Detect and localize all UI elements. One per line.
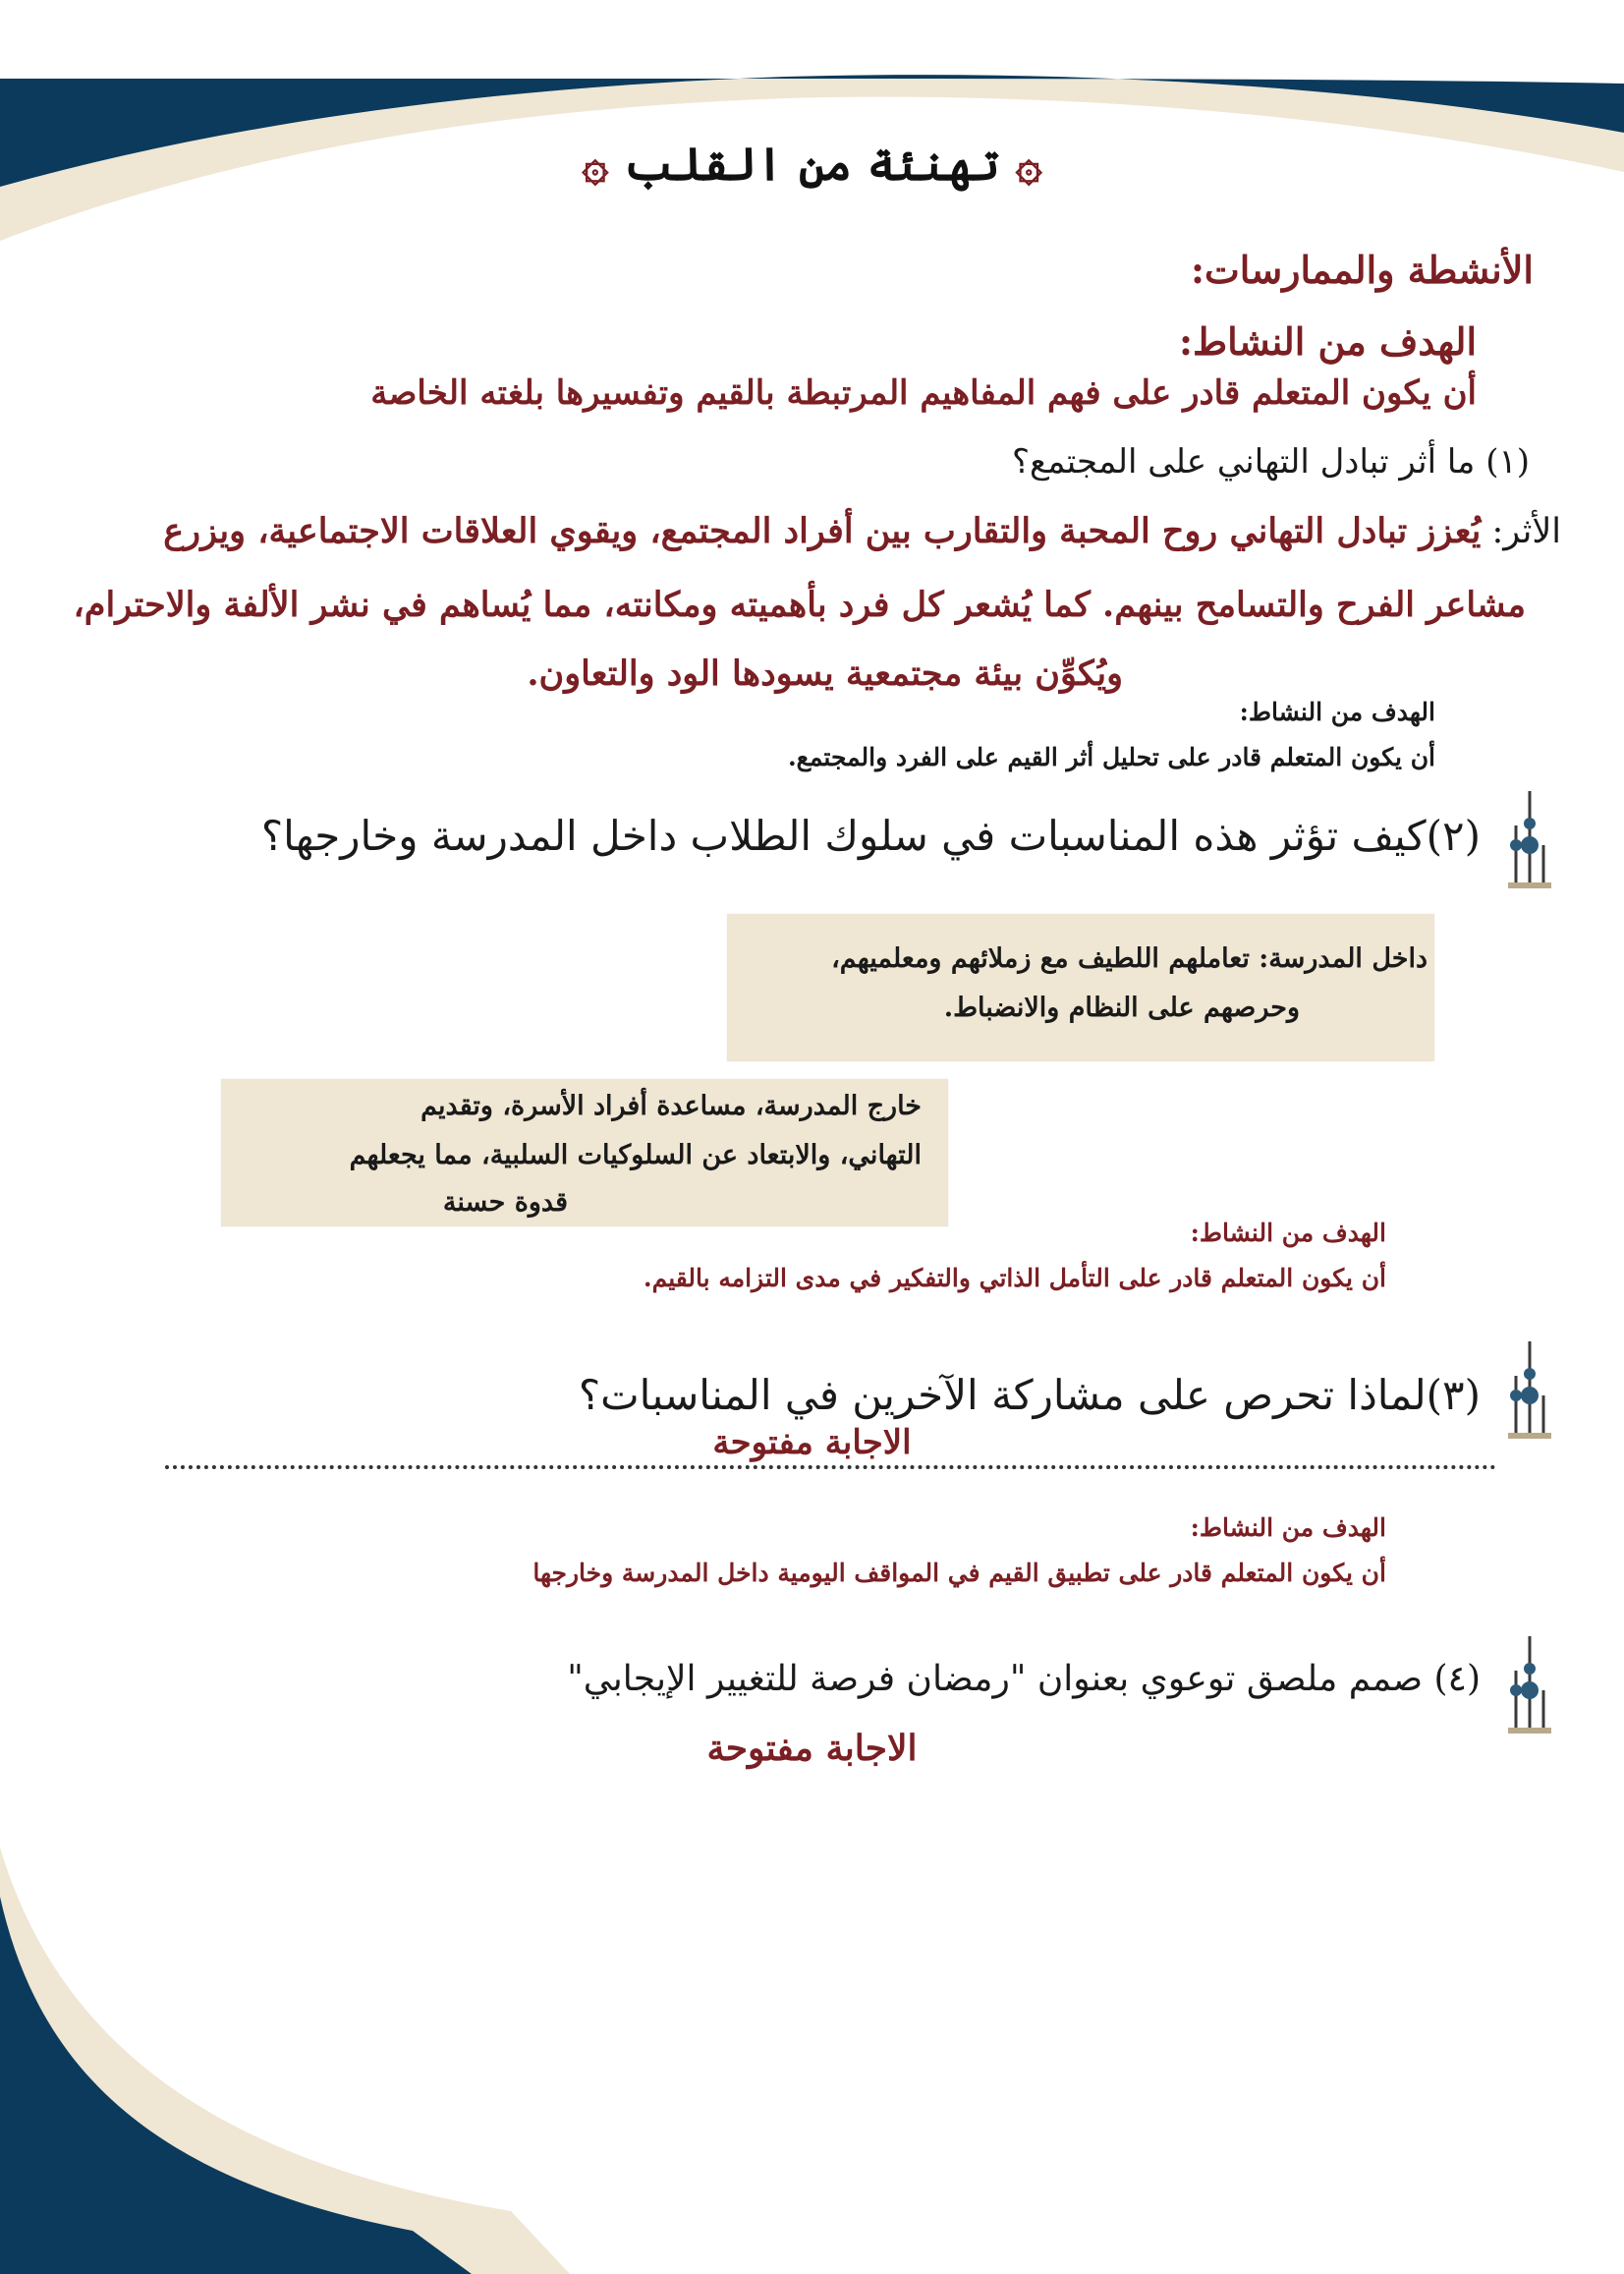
goal2-text: أن يكون المتعلم قادر على تحليل أثر القيم على الفرد والمجتمع. (787, 743, 1435, 771)
goal3-label: الهدف من النشاط: (1190, 1219, 1386, 1247)
inside-school-answer-card (727, 914, 1434, 1061)
q3-text: (٣)لماذا تحرص على مشاركة الآخرين في المناسبات؟ (578, 1371, 1481, 1419)
tower-icon (1508, 786, 1551, 894)
q1-answer-line1 (163, 511, 1561, 551)
goal3-text: أن يكون المتعلم قادر على التأمل الذاتي والتفكير في مدى التزامه بالقيم. (643, 1264, 1386, 1292)
outside-school-line2: التهاني، والابتعاد عن السلوكيات السلبية، مما يجعلهم (349, 1140, 922, 1170)
q1-answer-text1: يُعزز تبادل التهاني روح المحبة والتقارب بين أفراد المجتمع، ويقوي العلاقات الاجتماعية، ويزرع (163, 511, 1482, 551)
q3-answer: الاجابة مفتوحة (712, 1423, 912, 1462)
goal4-label: الهدف من النشاط: (1190, 1513, 1386, 1542)
goal1-label: الهدف من النشاط: (1179, 319, 1477, 364)
tower-icon (1508, 1631, 1551, 1739)
goal4-text: أن يكون المتعلم قادر على تطبيق القيم في المواقف اليومية داخل المدرسة وخارجها (532, 1559, 1386, 1587)
q3-answer-line (165, 1464, 1496, 1469)
q1-text: (١) ما أثر تبادل التهاني على المجتمع؟ (1011, 442, 1530, 482)
q1-answer-line3: ويُكوِّن بيئة مجتمعية يسودها الود والتعاون. (527, 654, 1123, 694)
q1-answer-line2: مشاعر الفرح والتسامح بينهم. كما يُشعر كل فرد بأهميته ومكانته، مما يُساهم في نشر الألفة والاحترام، (73, 585, 1526, 625)
q1-answer-label: الأثر: (1491, 512, 1561, 551)
activities-heading: الأنشطة والممارسات: (1190, 248, 1534, 292)
page-title-text: تهنئة من القلب (624, 138, 1000, 191)
left-ornament-icon: ۞ (1015, 138, 1042, 191)
inside-school-line2: وحرصهم على النظام والانضباط. (943, 993, 1300, 1023)
goal2-label: الهدف من النشاط: (1239, 698, 1435, 726)
outside-school-line1: خارج المدرسة، مساعدة أفراد الأسرة، وتقديم (420, 1091, 922, 1121)
q2-text: (٢)كيف تؤثر هذه المناسبات في سلوك الطلاب داخل المدرسة وخارجها؟ (260, 812, 1481, 860)
q4-answer: الاجابة مفتوحة (706, 1728, 918, 1769)
q4-text: (٤) صمم ملصق توعوي بعنوان "رمضان فرصة للتغيير الإيجابي" (567, 1659, 1481, 1699)
goal1-text: أن يكون المتعلم قادر على فهم المفاهيم المرتبطة بالقيم وتفسيرها بلغته الخاصة (370, 373, 1477, 413)
inside-school-line1: داخل المدرسة: تعاملهم اللطيف مع زملائهم ومعلميهم، (831, 943, 1428, 974)
right-ornament-icon: ۞ (582, 138, 609, 191)
outside-school-line3: قدوة حسنة (442, 1187, 568, 1218)
page-title (0, 138, 1624, 191)
